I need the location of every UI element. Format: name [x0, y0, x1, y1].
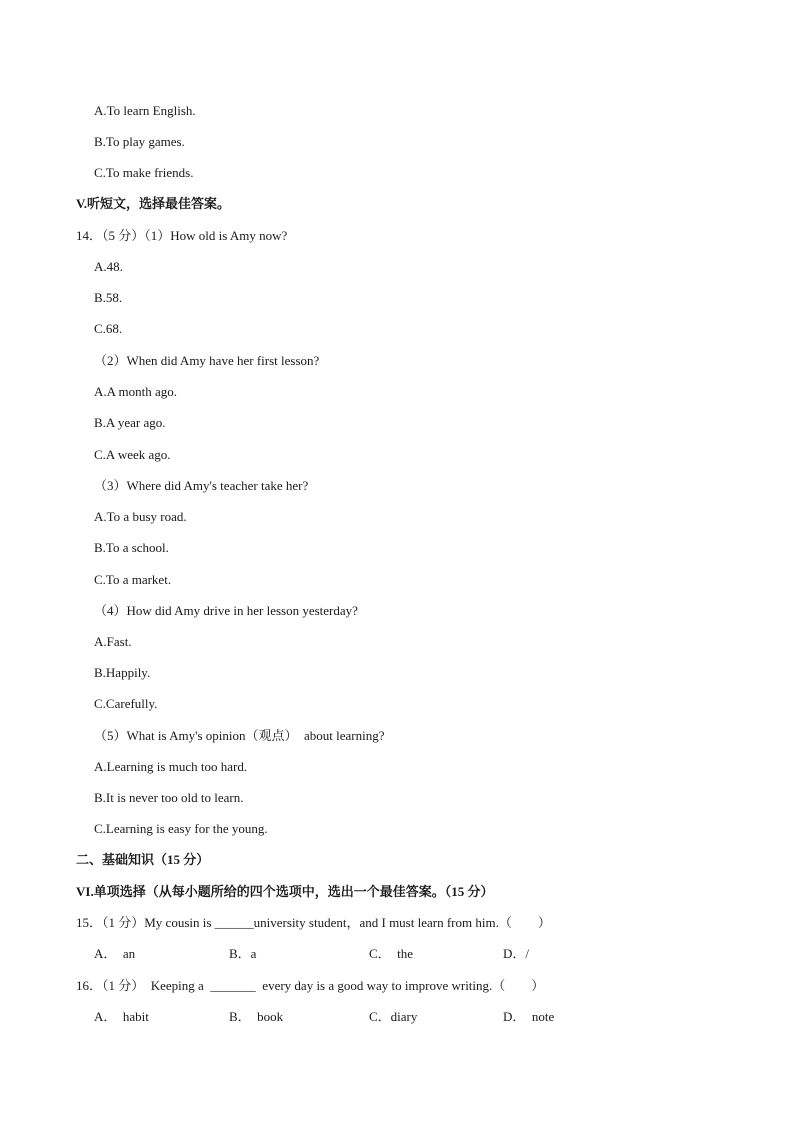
q15-option-c: C． the: [369, 946, 414, 961]
q14-3-option-c: C.To a market.: [94, 572, 172, 587]
section-v-title: V.听短文，选择最佳答案。: [76, 196, 230, 211]
q14-5-option-c: C.Learning is easy for the young.: [94, 821, 268, 836]
q16-option-c: C．diary: [369, 1009, 418, 1024]
q14-5-option-b: B.It is never too old to learn.: [94, 790, 244, 805]
q14-1-option-b: B.58.: [94, 290, 123, 305]
q14-stem: 14．（5 分）（1）How old is Amy now?: [76, 228, 288, 243]
q14-2-option-c: C.A week ago.: [94, 447, 171, 462]
q14-2-option-b: B.A year ago.: [94, 415, 166, 430]
q14-sub2: （2）When did Amy have her first lesson?: [94, 353, 320, 368]
q13-option-c: C.To make friends.: [94, 165, 194, 180]
q16-option-a: A． habit: [94, 1009, 149, 1024]
q16-option-b: B． book: [229, 1009, 284, 1024]
q14-2-option-a: A.A month ago.: [94, 384, 178, 399]
q14-5-option-a: A.Learning is much too hard.: [94, 759, 248, 774]
q16-option-d: D． note: [503, 1009, 555, 1024]
q15-option-d: D．/: [503, 946, 530, 961]
q16-stem: 16．（1 分） Keeping a _______ every day is a good way to improve writing.（ ）: [76, 978, 545, 993]
q14-1-option-c: C.68.: [94, 321, 123, 336]
q14-4-option-c: C.Carefully.: [94, 696, 158, 711]
q14-4-option-b: B.Happily.: [94, 665, 151, 680]
section-vi-title: VI.单项选择（从每小题所给的四个选项中，选出一个最佳答案。（15 分）: [76, 884, 494, 899]
q14-3-option-b: B.To a school.: [94, 540, 169, 555]
part2-title: 二、基础知识（15 分）: [76, 852, 210, 867]
q15-stem: 15．（1 分）My cousin is ______university student，and I must learn from him.（ ）: [76, 915, 551, 930]
q13-option-a: A.To learn English.: [94, 103, 196, 118]
q14-4-option-a: A.Fast.: [94, 634, 132, 649]
q13-option-b: B.To play games.: [94, 134, 185, 149]
q14-sub5: （5）What is Amy's opinion（观点） about learning?: [94, 728, 385, 743]
q14-1-option-a: A.48.: [94, 259, 123, 274]
q14-sub4: （4）How did Amy drive in her lesson yesterday?: [94, 603, 358, 618]
q15-option-b: B．a: [229, 946, 257, 961]
q14-sub3: （3）Where did Amy's teacher take her?: [94, 478, 309, 493]
q15-option-a: A． an: [94, 946, 136, 961]
q14-3-option-a: A.To a busy road.: [94, 509, 187, 524]
